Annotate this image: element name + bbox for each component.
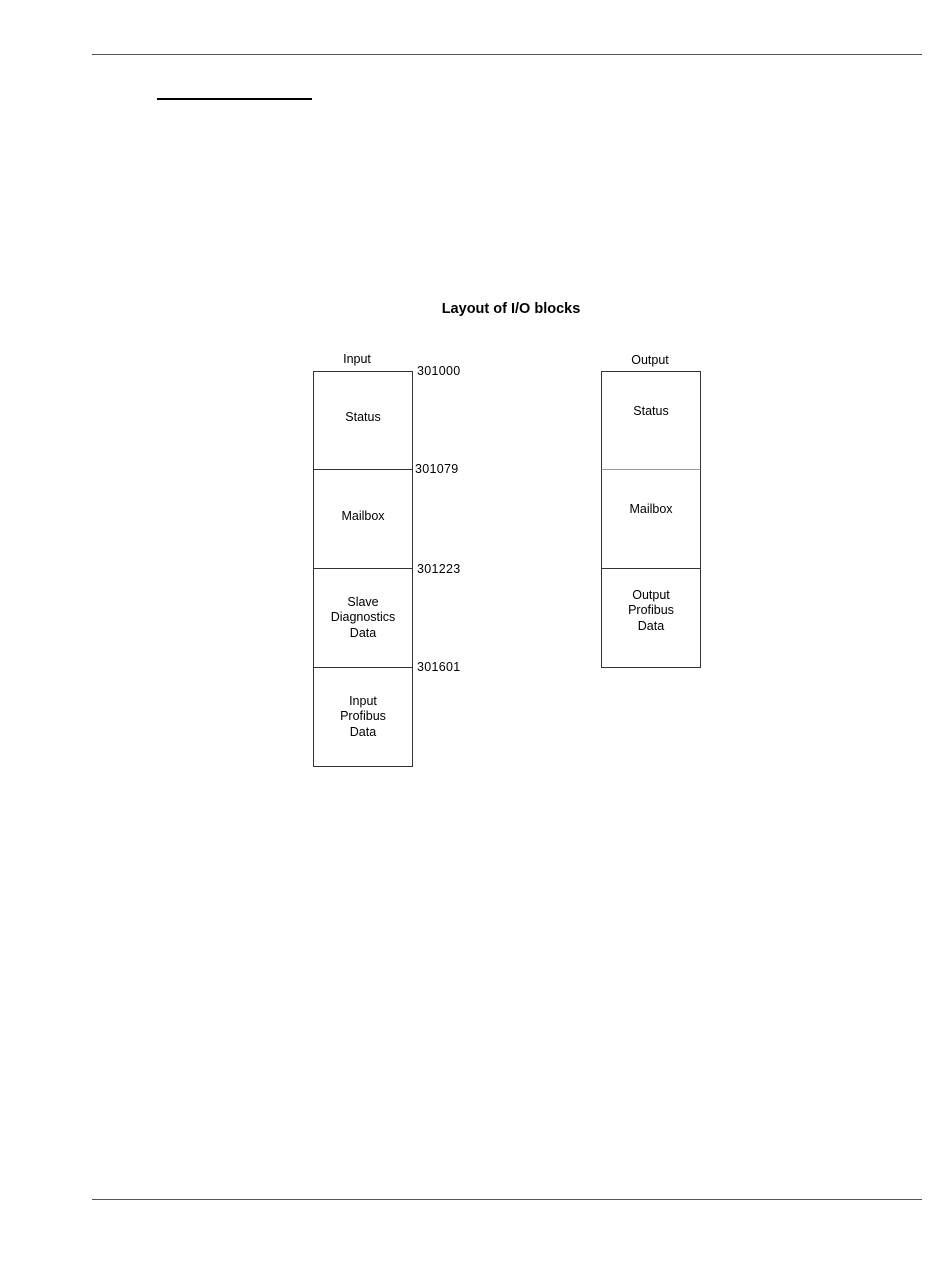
input-profibus-data-label: Input Profibus Data xyxy=(340,693,386,739)
input-slave-diagnostics-label: Slave Diagnostics Data xyxy=(330,594,396,640)
header-rule xyxy=(92,54,922,55)
input-mailbox-label: Mailbox xyxy=(341,509,385,524)
diagram-title: Layout of I/O blocks xyxy=(441,301,581,317)
input-slave-diagnostics-block xyxy=(313,568,413,668)
output-profibus-data-label: Output Profibus Data xyxy=(628,587,674,633)
output-mailbox-label: Mailbox xyxy=(629,502,673,517)
output-profibus-data-block xyxy=(601,568,701,668)
footer-rule xyxy=(92,1199,922,1200)
output-mailbox-block xyxy=(601,469,701,569)
address-label: 301079 xyxy=(415,462,459,476)
section-heading-underline xyxy=(157,98,312,100)
output-status-block xyxy=(601,371,701,470)
input-profibus-data-block xyxy=(313,667,413,767)
input-mailbox-block xyxy=(313,469,413,569)
input-status-label: Status xyxy=(345,409,381,424)
address-label: 301223 xyxy=(417,562,461,576)
input-status-block xyxy=(313,371,413,470)
output-status-label: Status xyxy=(633,404,669,419)
input-column-label: Input xyxy=(343,352,371,366)
address-label: 301601 xyxy=(417,660,461,674)
address-label: 301000 xyxy=(417,364,461,378)
output-column-label: Output xyxy=(631,353,669,367)
